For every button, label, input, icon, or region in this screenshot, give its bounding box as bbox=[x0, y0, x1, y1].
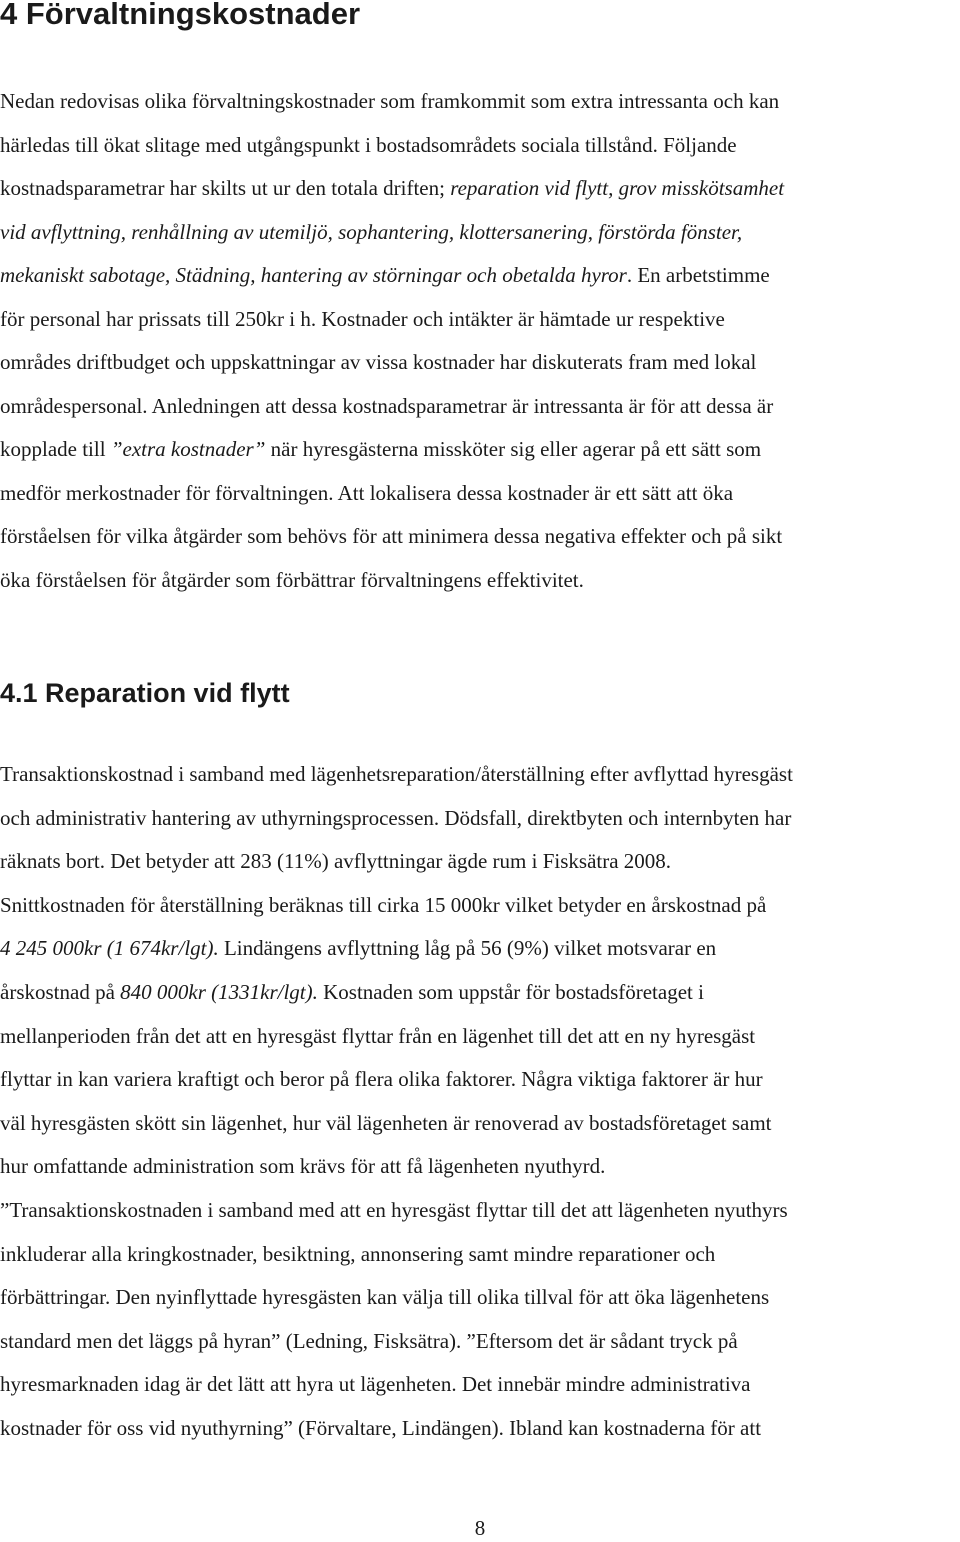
text-line bbox=[0, 1058, 793, 1102]
text-line bbox=[0, 298, 784, 342]
text-run: Transaktionskostnad i samband med lägenhetsreparation/återställning efter avflyttad hyresgäst bbox=[0, 762, 793, 786]
text-run: Kostnaden som uppstår för bostadsföretaget i bbox=[317, 979, 704, 1004]
text-run: mellanperioden från det att en hyresgäst flyttar från en lägenhet till det att en ny hyresgäst bbox=[0, 1023, 756, 1048]
text-run: härledas till ökat slitage med utgångspunkt i bostadsområdets sociala tillstånd. Följande bbox=[0, 132, 737, 157]
text-line bbox=[0, 559, 784, 603]
text-run: förbättringar. Den nyinflyttade hyresgästen kan välja till olika tillval för att öka lägenhetens bbox=[0, 1285, 770, 1310]
text-run: inkluderar alla kringkostnader, besiktning, annonsering samt mindre reparationer och bbox=[0, 1241, 716, 1266]
text-run: årskostnad på bbox=[0, 979, 121, 1004]
text-line bbox=[0, 1233, 793, 1277]
text-run: Lindängens avflyttning låg på 56 (9%) vilket motsvarar en bbox=[218, 936, 717, 961]
text-line bbox=[0, 1102, 793, 1146]
text-line bbox=[0, 254, 784, 298]
text-line bbox=[0, 1320, 793, 1364]
text-run: hyresmarknaden idag är det lätt att hyra ut lägenheten. Det innebär mindre administrativa bbox=[0, 1372, 751, 1397]
text-run: ”Transaktionskostnaden i samband med att en hyresgäst flyttar till det att lägenheten nyuthyrs bbox=[0, 1197, 788, 1222]
text-run: flyttar in kan variera kraftigt och beror på flera olika faktorer. Några viktiga faktorer är hur bbox=[0, 1067, 763, 1092]
intro-paragraph bbox=[0, 80, 784, 602]
text-line bbox=[0, 797, 793, 841]
text-run: kostnader för oss vid nyuthyrning” (Förvaltare, Lindängen). Ibland kan kostnaderna för att bbox=[0, 1415, 762, 1440]
text-run: hur omfattande administration som krävs för att få lägenheten nyuthyrd. bbox=[0, 1154, 606, 1179]
section-heading: 4 Förvaltningskostnader bbox=[0, 0, 361, 31]
text-run: . En arbetstimme bbox=[626, 263, 770, 287]
text-line bbox=[0, 1189, 793, 1233]
italic-text-run: reparation vid flytt, grov misskötsamhet bbox=[450, 176, 785, 200]
text-line bbox=[0, 971, 793, 1015]
text-line bbox=[0, 884, 793, 928]
text-line bbox=[0, 124, 784, 168]
text-line bbox=[0, 80, 784, 124]
text-line bbox=[0, 1363, 793, 1407]
text-line bbox=[0, 753, 793, 797]
italic-text-run: 840 000kr (1331kr/lgt). bbox=[120, 979, 318, 1004]
text-line bbox=[0, 927, 793, 971]
text-run: räknats bort. Det betyder att 283 (11%) avflyttningar ägde rum i Fisksätra 2008. bbox=[0, 849, 672, 874]
text-run: förståelsen för vilka åtgärder som behövs för att minimera dessa negativa effekter och på sikt bbox=[0, 524, 783, 548]
italic-text-run: 4 245 000kr (1 674kr/lgt). bbox=[0, 936, 219, 961]
text-run: och administrativ hantering av uthyrningsprocessen. Dödsfall, direktbyten och internbyten har bbox=[0, 805, 792, 830]
text-line bbox=[0, 515, 784, 559]
text-line bbox=[0, 472, 784, 516]
text-run: för personal har prissats till 250kr i h. Kostnader och intäkter är hämtade ur respektive bbox=[0, 306, 725, 331]
text-line bbox=[0, 385, 784, 429]
text-run: öka förståelsen för åtgärder som förbättrar förvaltningens effektivitet. bbox=[0, 567, 584, 592]
subsection-heading: 4.1 Reparation vid flytt bbox=[0, 678, 290, 708]
text-run: väl hyresgästen skött sin lägenhet, hur väl lägenheten är renoverad av bostadsföretaget samt bbox=[0, 1110, 772, 1135]
text-run: Nedan redovisas olika förvaltningskostnader som framkommit som extra intressanta och kan bbox=[0, 89, 780, 113]
text-line bbox=[0, 840, 793, 884]
text-line bbox=[0, 1145, 793, 1189]
text-run: kostnadsparametrar har skilts ut ur den totala driften; bbox=[0, 176, 451, 200]
text-run: kopplade till bbox=[0, 437, 111, 461]
italic-text-run: ”extra kostnader” bbox=[110, 437, 266, 461]
italic-text-run: mekaniskt sabotage, Städning, hantering av störningar och obetalda hyror bbox=[0, 263, 627, 287]
text-run: Snittkostnaden för återställning beräknas till cirka 15 000kr vilket betyder en årskostnad på bbox=[0, 892, 767, 917]
text-run: när hyresgästerna missköter sig eller agerar på ett sätt som bbox=[265, 437, 762, 461]
page-number: 8 bbox=[474, 1516, 486, 1540]
text-line bbox=[0, 1015, 793, 1059]
text-line bbox=[0, 1276, 793, 1320]
text-line bbox=[0, 341, 784, 385]
italic-text-run: vid avflyttning, renhållning av utemiljö, sophantering, klottersanering, förstörda fönster, bbox=[0, 219, 743, 244]
text-line bbox=[0, 167, 784, 211]
text-run: områdespersonal. Anledningen att dessa kostnadsparametrar är intressanta är för att dessa är bbox=[0, 393, 774, 418]
text-run: medför merkostnader för förvaltningen. Att lokalisera dessa kostnader är ett sätt att öka bbox=[0, 480, 734, 505]
text-run: standard men det läggs på hyran” (Ledning, Fisksätra). ”Eftersom det är sådant tryck på bbox=[0, 1328, 738, 1353]
text-line bbox=[0, 211, 784, 255]
text-line bbox=[0, 428, 784, 472]
text-run: områdes driftbudget och uppskattningar av vissa kostnader har diskuterats fram med lokal bbox=[0, 350, 757, 374]
text-line bbox=[0, 1407, 793, 1451]
reparation-paragraph bbox=[0, 753, 793, 1451]
